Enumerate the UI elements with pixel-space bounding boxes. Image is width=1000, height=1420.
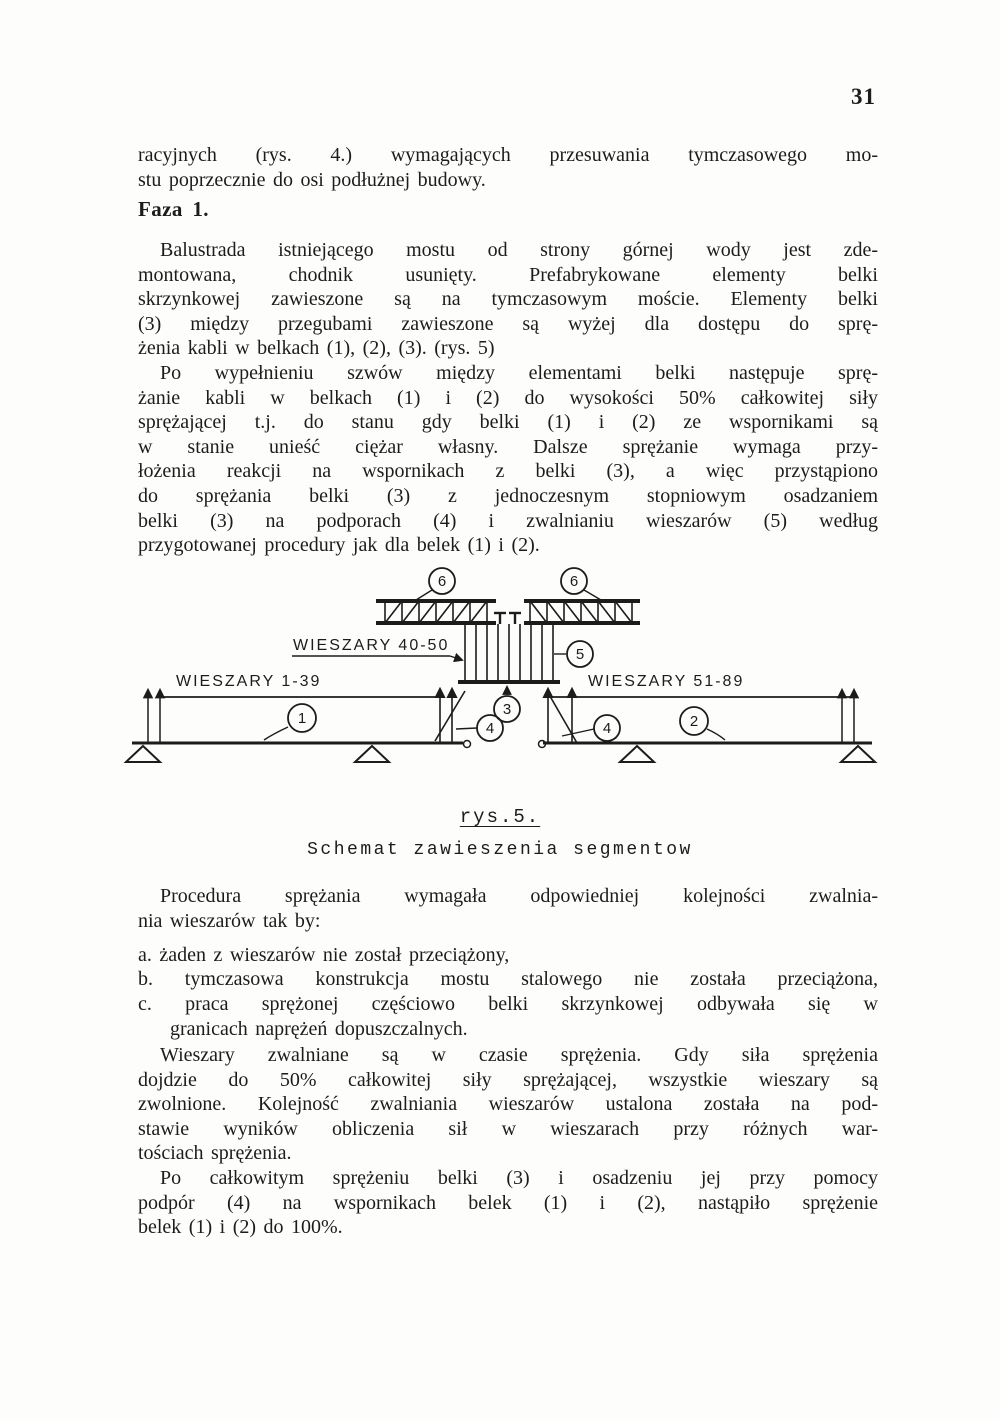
- text-line: stu poprzecznie do osi podłużnej budowy.: [138, 168, 486, 191]
- section-heading: Faza 1.: [138, 197, 209, 221]
- text-line: dojdzie do 50% całkowitej siły sprężającej, wszystkie wieszary są: [138, 1068, 878, 1091]
- callout-truss-left: [416, 568, 455, 600]
- hanger-lines: [465, 624, 553, 681]
- list-item-c: [138, 992, 878, 1041]
- text-line: przygotowanej procedury jak dla belek (1) i (2).: [138, 534, 540, 557]
- callout-beam-right: [680, 707, 725, 740]
- text-line: tościach sprężenia.: [138, 1142, 292, 1165]
- support-triangle: [355, 746, 389, 762]
- callout-bracket-left: [456, 715, 503, 741]
- callout-number: 6: [569, 573, 579, 590]
- paragraph: [138, 238, 878, 361]
- label-hangers-right: WIESZARY 51-89: [588, 673, 745, 690]
- text-line: nia wieszarów tak by:: [138, 909, 321, 932]
- truss-right: [524, 601, 640, 623]
- jack-anchors: [494, 613, 521, 624]
- callout-beam-left: [264, 704, 316, 740]
- paragraph: [138, 1166, 878, 1240]
- text-line: racyjnych (rys. 4.) wymagających przesuwania tymczasowego mo-: [138, 144, 878, 166]
- callout-number: 3: [502, 701, 512, 718]
- callout-truss-right: [561, 568, 601, 600]
- text-line: żenia kabli w belkach (1), (2), (3). (rys. 5): [138, 337, 495, 360]
- figure-caption-title: rys.5.: [459, 806, 541, 828]
- support-triangle: [620, 746, 654, 762]
- text-line: (3) między przegubami zawieszone są wyżej dla dostępu do sprę-: [138, 312, 878, 335]
- paragraph: [138, 1043, 878, 1166]
- text-line: granicach naprężeń dopuszczalnych.: [170, 1017, 468, 1040]
- text-line: Po całkowitym sprężeniu belki (3) i osadzeniu jej przy pomocy: [160, 1167, 878, 1189]
- text-line: Procedura sprężania wymagała odpowiedniej kolejności zwalnia-: [160, 885, 878, 907]
- text-line: sprężającej t.j. do stanu gdy belki (1) i (2) ze wspornikami są: [138, 411, 878, 434]
- list-item-b: [138, 967, 878, 992]
- text-line: belki (3) na podporach (4) i zwalnianiu wieszarów (5) według: [138, 509, 878, 532]
- callout-number: 5: [575, 646, 585, 663]
- text-line: w stanie unieść ciężar własny. Dalsze sprężanie wymaga przy-: [138, 435, 878, 458]
- text-line: b. tymczasowa konstrukcja mostu stalowego nie została przeciążona,: [138, 968, 878, 990]
- paragraph: [138, 884, 878, 933]
- text-line: żanie kabli w belkach (1) i (2) do wysokości 50% całkowitej siły: [138, 386, 878, 409]
- page-number: 31: [851, 84, 876, 109]
- callout-bracket-right: [562, 715, 620, 741]
- support-triangle: [126, 746, 160, 762]
- list-item-a: [138, 943, 878, 968]
- figure-caption-subtitle: Schemat zawieszenia segmentow: [307, 840, 693, 860]
- support-triangle: [841, 746, 875, 762]
- label-text: WIESZARY 40-50: [293, 637, 450, 654]
- text-line: montowana, chodnik usunięty. Prefabrykowane elementy belki: [138, 263, 878, 286]
- callout-number: 1: [297, 710, 307, 727]
- callout-number: 4: [602, 720, 612, 737]
- text-line: Wieszary zwalniane są w czasie sprężenia. Gdy siła sprężenia: [160, 1044, 878, 1066]
- text-line: łożenia reakcji na wspornikach z belki (3), a więc przystąpiono: [138, 460, 878, 483]
- figure-diagram: [110, 566, 890, 781]
- label-hangers-mid: [292, 637, 462, 660]
- text-line: belek (1) i (2) do 100%.: [138, 1216, 343, 1239]
- callout-hangers: [554, 641, 593, 667]
- callout-number: 2: [689, 713, 699, 730]
- callout-number: 6: [437, 573, 447, 590]
- bridge-scheme-svg: [110, 566, 890, 781]
- text-line: c. praca sprężonej częściowo belki skrzynkowej odbywała się w: [138, 993, 878, 1015]
- text-line: stawie wyników obliczenia sił w wieszarach przy różnych war-: [138, 1117, 878, 1140]
- text-line: do sprężania belki (3) z jednoczesnym stopniowym osadzaniem: [138, 484, 878, 507]
- text-line: podpór (4) na wspornikach belek (1) i (2), nastąpiło sprężenie: [138, 1191, 878, 1214]
- text-line: Balustrada istniejącego mostu od strony górnej wody jest zde-: [160, 239, 878, 261]
- text-line: zwolnione. Kolejność zwalniania wieszarów ustalona została na pod-: [138, 1093, 878, 1116]
- callout-number: 4: [485, 720, 495, 737]
- truss-left: [376, 601, 496, 623]
- text-line: Po wypełnieniu szwów między elementami belki następuje sprę-: [160, 362, 878, 384]
- paragraph-continuation: [138, 143, 878, 192]
- text-line: a. żaden z wieszarów nie został przeciążony,: [138, 944, 510, 966]
- text-line: skrzynkowej zawieszone są na tymczasowym moście. Elementy belki: [138, 288, 878, 311]
- label-hangers-left: WIESZARY 1-39: [176, 673, 322, 690]
- paragraph: [138, 361, 878, 558]
